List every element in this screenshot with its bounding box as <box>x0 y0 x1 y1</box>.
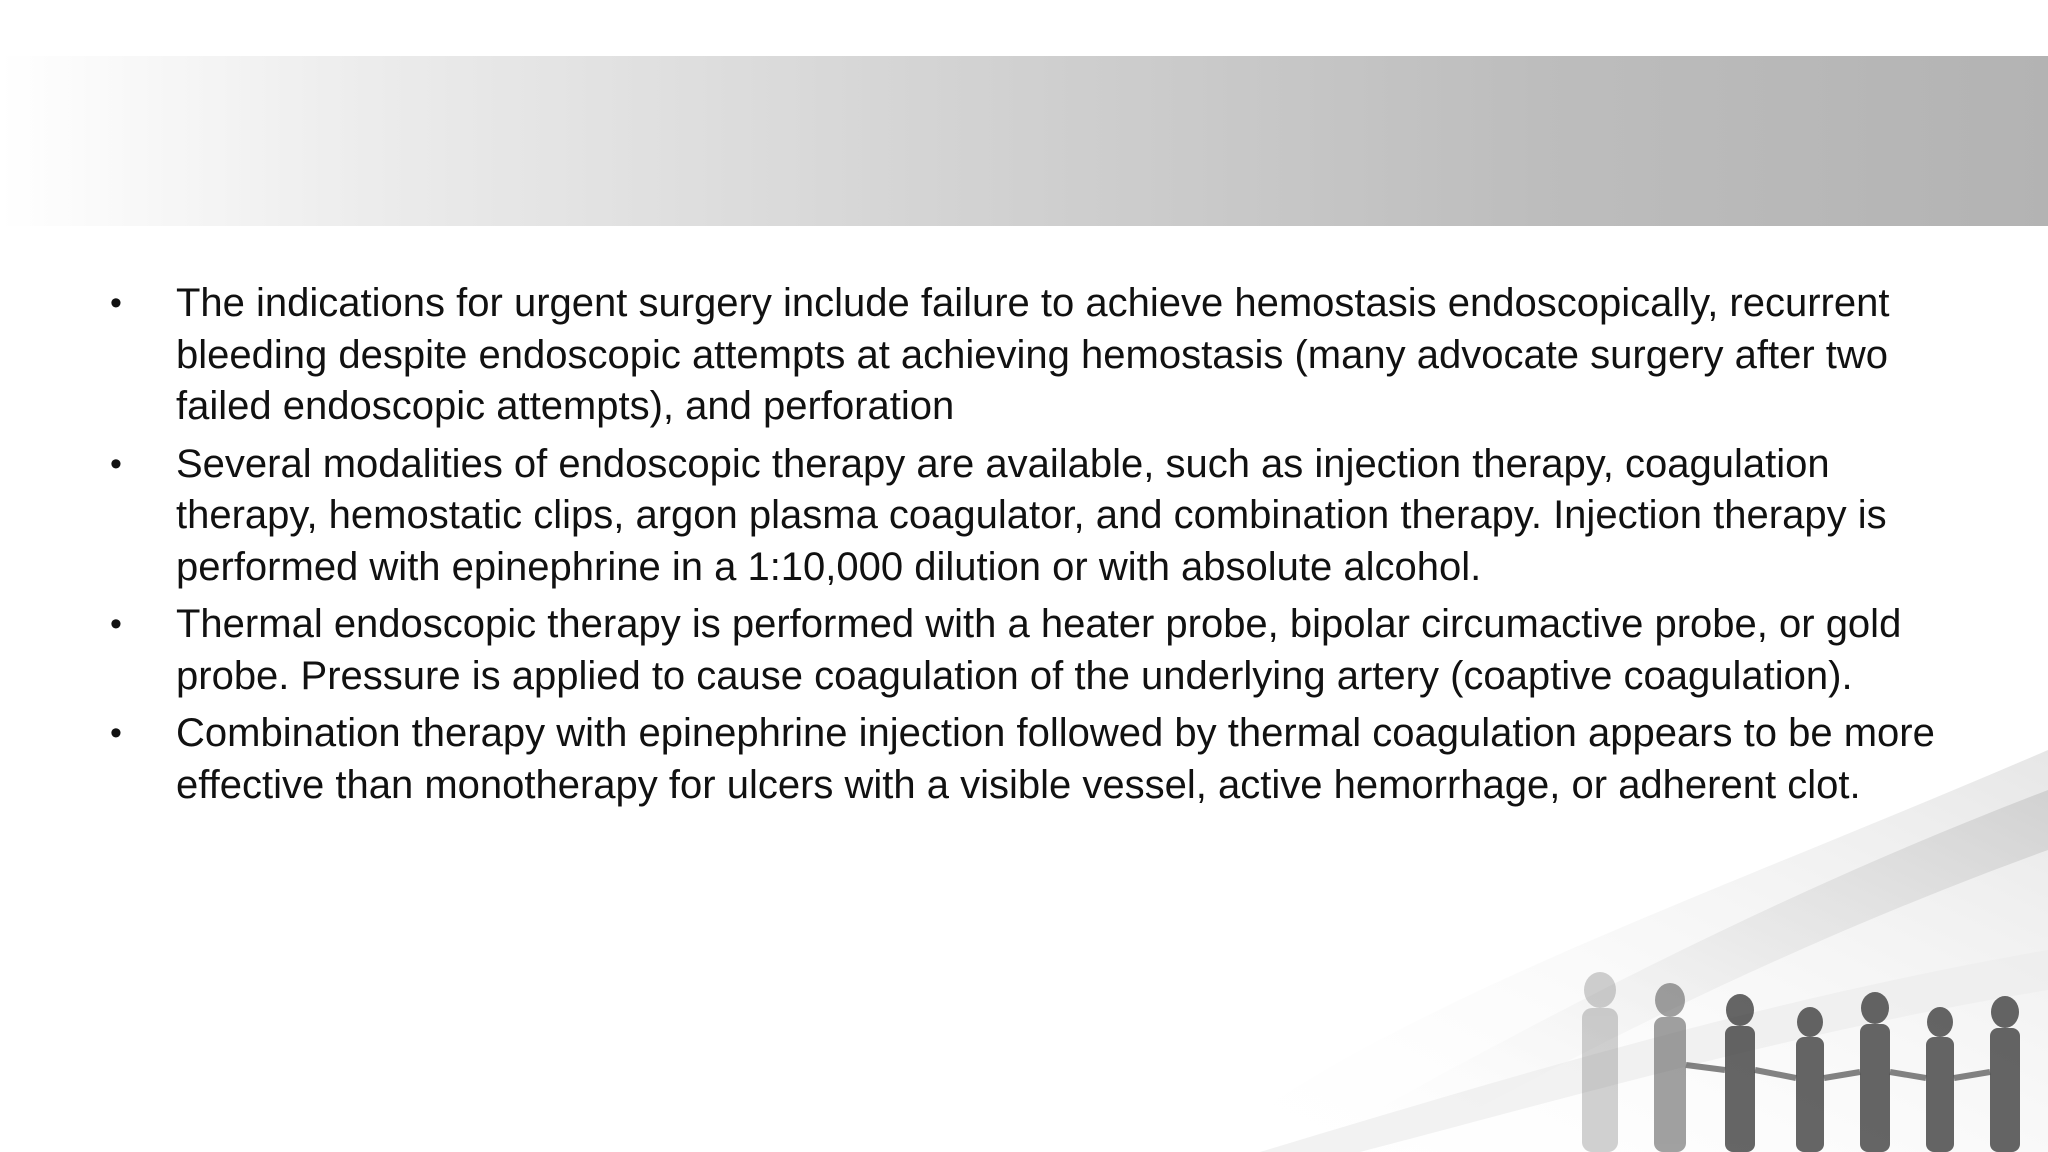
bullet-text: Combination therapy with epinephrine injection followed by thermal coagulation appears to be more effective than monotherapy for ulcers with a visible vessel, active hemorrhage, or adherent clot. <box>176 711 1935 807</box>
bullet-dot-icon: • <box>110 444 122 483</box>
bullet-list <box>110 278 1940 811</box>
bullet-dot-icon: • <box>110 605 122 643</box>
bullet-dot-icon: • <box>110 714 122 752</box>
bullet-item <box>110 599 1940 702</box>
people-holding-hands-image <box>1300 960 2048 1152</box>
bullet-text: Thermal endoscopic therapy is performed with a heater probe, bipolar circumactive probe, or gold probe. Pressure is applied to cause coagulation of the underlying artery (coaptive coagulation). <box>176 602 1902 698</box>
content-area <box>110 278 1940 817</box>
bullet-item <box>110 439 1940 594</box>
bullet-item <box>110 708 1940 811</box>
bullet-text: Several modalities of endoscopic therapy are available, such as injection therapy, coagulation therapy, hemostatic clips, argon plasma coagulator, and combination therapy. Injection therapy is performed with epinephrine in a 1:10,000 dilution or with absolute alcohol. <box>176 441 1887 589</box>
bullet-dot-icon: • <box>110 284 122 322</box>
bullet-text: The indications for urgent surgery include failure to achieve hemostasis endoscopically, recurrent bleeding despite endoscopic attempts at achieving hemostasis (many advocate surgery after two failed endoscopic attempts), and perforation <box>176 281 1890 428</box>
header-gradient-band <box>0 56 2048 226</box>
bullet-item <box>110 278 1940 433</box>
